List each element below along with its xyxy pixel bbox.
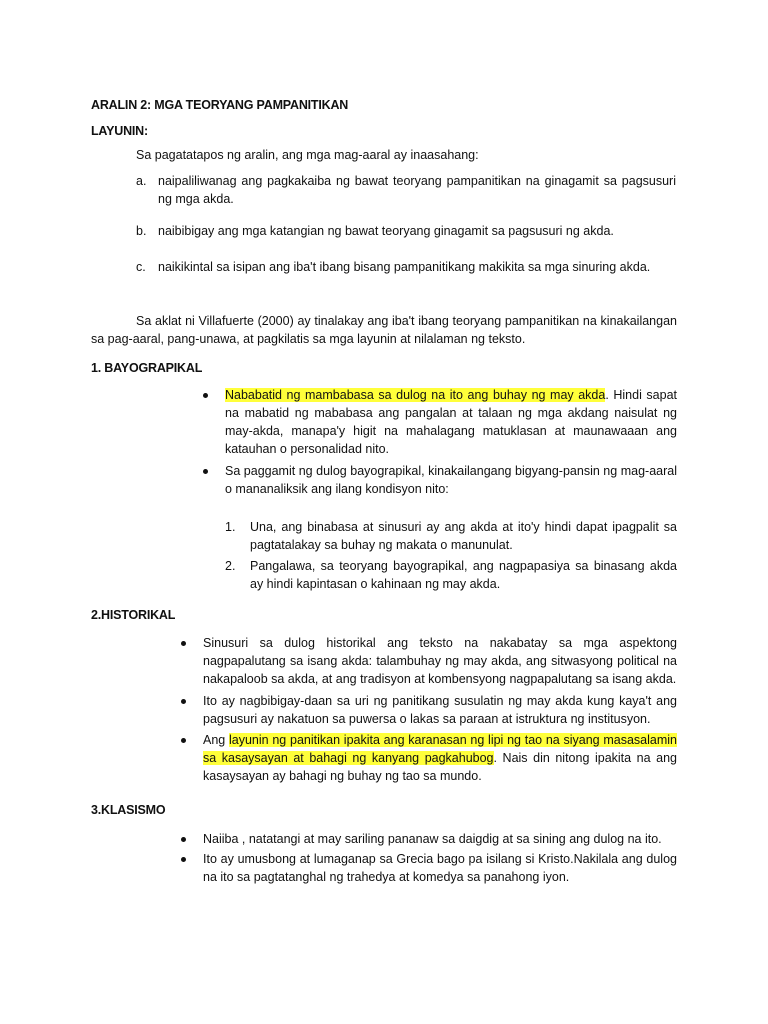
- bullet-icon: [181, 699, 186, 704]
- numbered-text: Una, ang binabasa at sinusuri ay ang akda at ito'y hindi dapat ipagpalit sa pagtatalakay sa buhay ng makata o manunulat.: [250, 520, 677, 552]
- bullet-text: Ang layunin ng panitikan ipakita ang karanasan ng lipi ng tao na siyang masasalamin sa kasaysayan at bahagi ng kanyang pagkahubog. Nais din nitong ipakita na ang kasaysayan ay bahagi ng buhay ng tao sa mundo.: [203, 733, 678, 783]
- intro-paragraph: Sa aklat ni Villafuerte (2000) ay tinalakay ang iba't ibang teoryang pampanitikan na kinakailangan sa pag-aaral, pang-unawa, at pagkilatis sa mga layunin at nilalaman ng teksto.: [91, 314, 677, 346]
- numbered-text: Pangalawa, sa teoryang bayograpikal, ang nagpapasiya sa binasang akda ay hindi kapintasan o kahinaan ng may akda.: [250, 559, 677, 591]
- bullet-text: Sa paggamit ng dulog bayograpikal, kinakailangang bigyang-pansin ng mag-aaral o mananaliksik ang ilang kondisyon nito:: [225, 464, 677, 496]
- objective-text: naikikintal sa isipan ang iba't ibang bisang pampanitikang makikita sa mga sinuring akda.: [158, 260, 651, 274]
- objective-marker: a.: [136, 174, 147, 188]
- objective-item: [136, 258, 676, 276]
- objective-marker: b.: [136, 224, 147, 238]
- bullet-icon: [181, 738, 186, 743]
- bullet-item: [179, 692, 677, 728]
- bullet-text: Ito ay umusbong at lumaganap sa Grecia bago pa isilang si Kristo.Nakilala ang dulog na ito sa pagtatanghal ng trahedya at komedya sa panahong iyon.: [203, 852, 677, 884]
- objective-item: [136, 222, 676, 240]
- section-heading-bayograpikal: 1. BAYOGRAPIKAL: [91, 361, 203, 375]
- bullet-item: [179, 731, 677, 785]
- bullet-icon: [203, 393, 208, 398]
- highlighted-text: layunin ng panitikan ipakita ang karanasan ng lipi ng tao na siyang masasalamin sa kasaysayan at bahagi ng kanyang pagkahubog: [203, 733, 678, 765]
- objective-text: naibibigay ang mga katangian ng bawat teoryang ginagamit sa pagsusuri ng akda.: [158, 224, 614, 238]
- bullet-item: [179, 830, 677, 848]
- numbered-item: [225, 557, 677, 593]
- objectives-intro: Sa pagatatapos ng aralin, ang mga mag-aaral ay inaasahang:: [136, 148, 479, 162]
- bullet-item: [179, 634, 677, 688]
- objective-marker: c.: [136, 260, 146, 274]
- bullet-item: [201, 462, 677, 498]
- bullet-text: Ito ay nagbibigay-daan sa uri ng panitikang susulatin ng may akda kung kaya't ang pagsusuri ay nakatuon sa puwersa o lakas sa paraan at istruktura ng institusyon.: [203, 694, 677, 726]
- objective-item: [136, 172, 676, 208]
- bullet-icon: [181, 837, 186, 842]
- objectives-heading: LAYUNIN:: [91, 124, 148, 138]
- bullet-text: Nababatid ng mambabasa sa dulog na ito ang buhay ng may akda. Hindi sapat na mabatid ng mababasa ang pangalan at talaan ng mga akdang naisulat ng may-akda, manapa'y higit na mahalagang matuklasan at maunawaaan ang katauhan o personalidad nito.: [225, 388, 678, 456]
- section-heading-klasismo: 3.KLASISMO: [91, 803, 166, 817]
- bullet-icon: [181, 857, 186, 862]
- numbered-item: [225, 518, 677, 554]
- bullet-text: Sinusuri sa dulog historikal ang teksto na nakabatay sa mga aspektong nagpapalutang sa isang akda: talambuhay ng may akda, ang sitwasyong political na nakapaloob sa akda, at ang tradisyon at kombensyong nagpapalutang sa isang akda.: [203, 636, 677, 686]
- number-marker: 2.: [225, 559, 236, 573]
- objective-text: naipaliliwanag ang pagkakaiba ng bawat teoryang pampanitikan na ginagamit sa pagsusuri ng mga akda.: [158, 174, 676, 206]
- highlighted-text: Nababatid ng mambabasa sa dulog na ito ang buhay ng may akda: [225, 388, 606, 402]
- lesson-title: ARALIN 2: MGA TEORYANG PAMPANITIKAN: [91, 98, 349, 112]
- bullet-item: [201, 386, 677, 458]
- number-marker: 1.: [225, 520, 236, 534]
- bullet-item: [179, 850, 677, 886]
- bullet-icon: [203, 469, 208, 474]
- bullet-icon: [181, 641, 186, 646]
- bullet-text: Naiiba , natatangi at may sariling pananaw sa daigdig at sa sining ang dulog na ito.: [203, 832, 662, 846]
- section-heading-historikal: 2.HISTORIKAL: [91, 608, 176, 622]
